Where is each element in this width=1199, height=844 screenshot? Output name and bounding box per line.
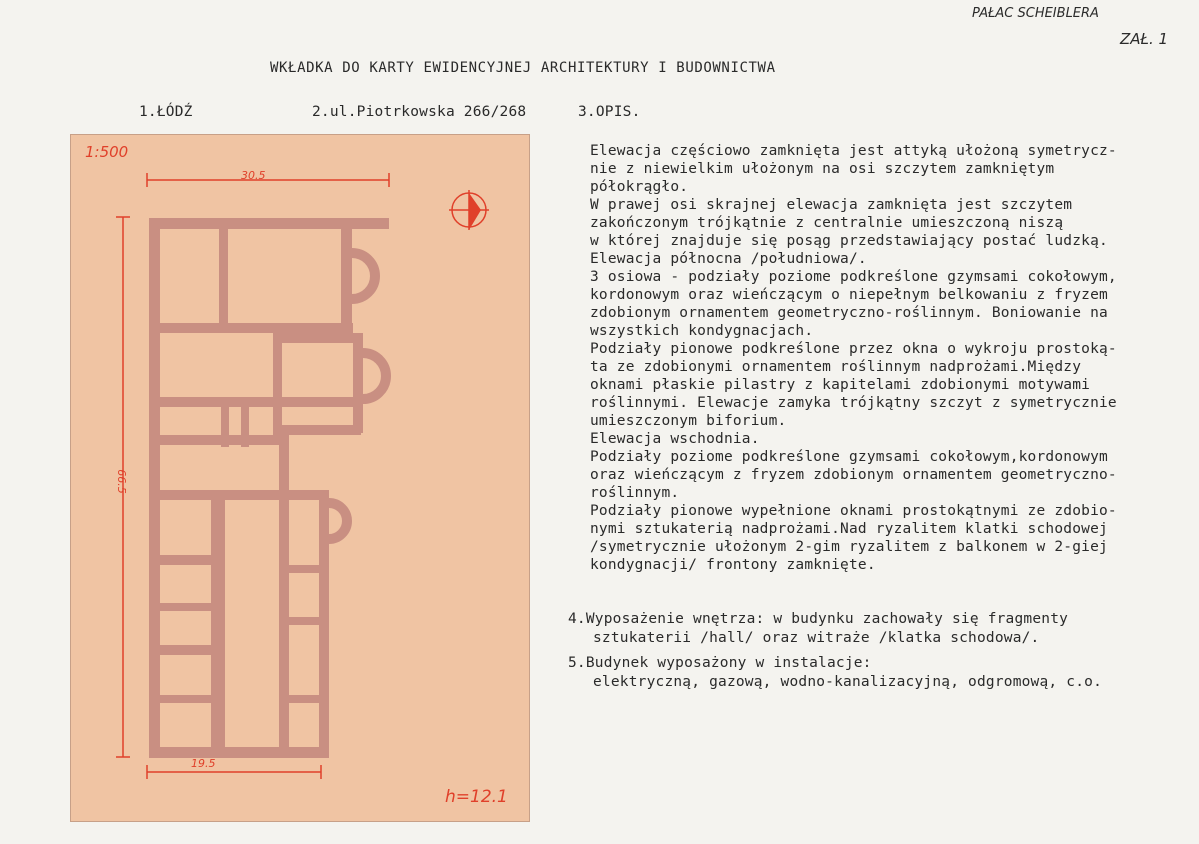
item-4-line-1: 4.Wyposażenie wnętrza: w budynku zachowały się fragmenty xyxy=(568,611,1069,627)
description-line: nymi sztukaterią nadprożami.Nad ryzalitem klatki schodowej xyxy=(590,521,1108,537)
description-line: Elewacja częściowo zamknięta jest attyką ułożoną symetrycz- xyxy=(590,143,1117,159)
field-section: 3.OPIS. xyxy=(578,104,641,120)
description-line: W prawej osi skrajnej elewacja zamknięta jest szczytem xyxy=(590,197,1073,213)
plan-top-dimension: 30.5 xyxy=(241,169,266,182)
item-4-line-2: sztukaterii /hall/ oraz witraże /klatka schodowa/. xyxy=(593,630,1040,646)
description-line: umieszczonym biforium. xyxy=(590,413,787,429)
description-line: kondygnacji/ frontony zamknięte. xyxy=(590,557,876,573)
description-line: wszystkich kondygnacjach. xyxy=(590,323,814,339)
description-line: zdobionym ornamentem geometryczno-roślinnym. Boniowanie na xyxy=(590,305,1108,321)
description-line: kordonowym oraz wieńczącym o niepełnym belkowaniu z fryzem xyxy=(590,287,1108,303)
corner-attachment-note: ZAŁ. 1 xyxy=(1120,30,1169,48)
item-5-line-1: 5.Budynek wyposażony w instalacje: xyxy=(568,655,872,671)
description-line: 3 osiowa - podziały poziome podkreślone gzymsami cokołowym, xyxy=(590,269,1117,285)
description-line: nie z niewielkim ułożonym na osi szczytem zamkniętym xyxy=(590,161,1055,177)
description-line: Podziały poziome podkreślone gzymsami cokołowym,kordonowym xyxy=(590,449,1108,465)
floor-plan-card xyxy=(70,134,530,822)
description-line: zakończonym trójkątnie z centralnie umieszczoną niszą xyxy=(590,215,1064,231)
description-line: Podziały pionowe podkreślone przez okna o wykroju prostoką- xyxy=(590,341,1117,357)
plan-height-note: h=12.1 xyxy=(445,787,508,807)
field-street: 2.ul.Piotrkowska 266/268 xyxy=(312,104,527,120)
floor-plan-drawing xyxy=(71,135,529,821)
description-line: oraz wieńczącym z fryzem zdobionym ornamentem geometryczno- xyxy=(590,467,1117,483)
corner-building-name: PAŁAC SCHEIBLERA xyxy=(972,6,1099,21)
plan-scale-label: 1:500 xyxy=(85,143,129,161)
description-line: półokrągło. xyxy=(590,179,689,195)
description-line: roślinnymi. Elewacje zamyka trójkątny szczyt z symetrycznie xyxy=(590,395,1117,411)
plan-bottom-dimension: 19.5 xyxy=(191,757,216,770)
description-line: w której znajduje się posąg przedstawiający postać ludzką. xyxy=(590,233,1108,249)
description-text xyxy=(590,142,1117,574)
description-line: roślinnym. xyxy=(590,485,680,501)
description-line: Elewacja północna /południowa/. xyxy=(590,251,867,267)
description-line: Elewacja wschodnia. xyxy=(590,431,760,447)
description-line: ta ze zdobionymi ornamentem roślinnym nadprożami.Między xyxy=(590,359,1082,375)
plan-side-dimension: 66.5 xyxy=(114,469,128,494)
description-line: /symetrycznie ułożonym 2-gim ryzalitem z balkonem w 2-giej xyxy=(590,539,1108,555)
document-heading: WKŁADKA DO KARTY EWIDENCYJNEJ ARCHITEKTURY I BUDOWNICTWA xyxy=(270,60,776,76)
field-city: 1.ŁÓDŹ xyxy=(139,104,193,120)
item-5-line-2: elektryczną, gazową, wodno-kanalizacyjną, odgromową, c.o. xyxy=(593,674,1102,690)
description-line: oknami płaskie pilastry z kapitelami zdobionymi motywami xyxy=(590,377,1091,393)
description-line: Podziały pionowe wypełnione oknami prostokątnymi ze zdobio- xyxy=(590,503,1117,519)
